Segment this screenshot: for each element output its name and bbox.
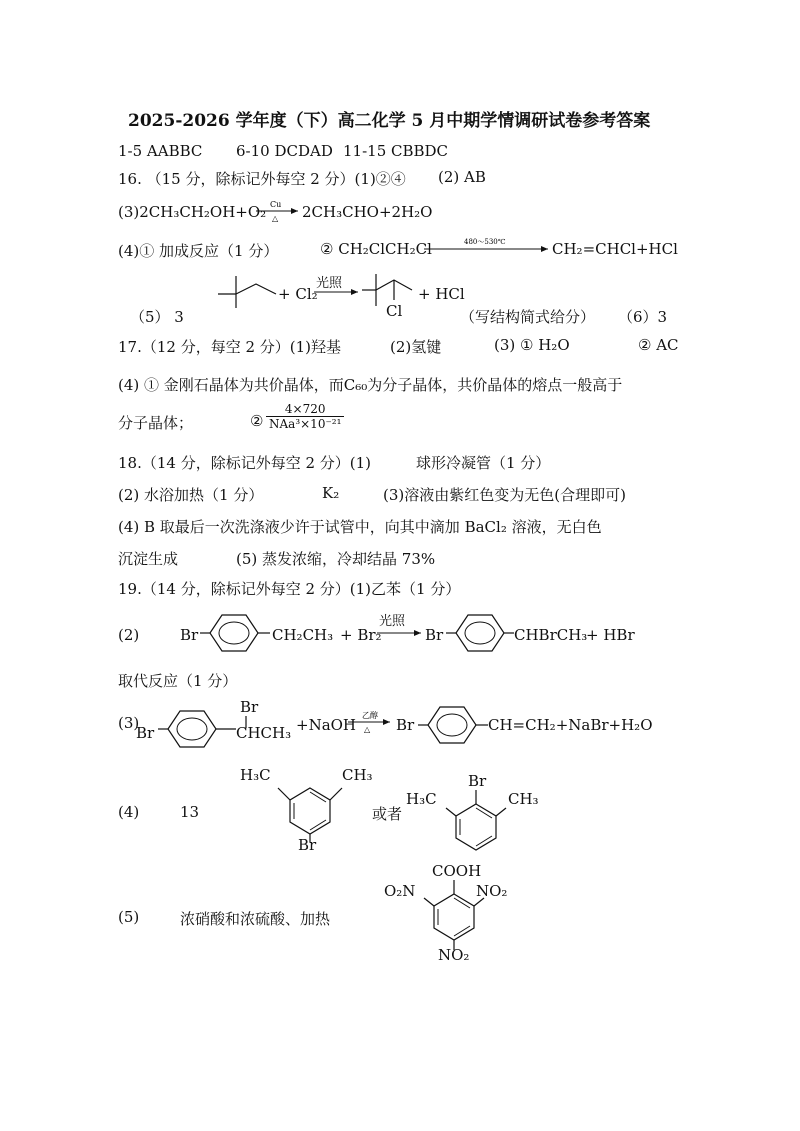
svg-text:△: △ [272, 214, 279, 223]
q16-part6: （6）3 [618, 308, 668, 326]
q19-part2-product: CHBrCH₃ [514, 626, 588, 644]
reaction-arrow-q16-4 [424, 236, 552, 256]
q17-header: 17.（12 分，每空 2 分）(1)羟基 [118, 338, 342, 356]
q19-part4-number: 13 [180, 803, 200, 821]
mc-answers-6-10: 6-10 DCDAD [236, 142, 333, 160]
dimethylbromobenzene-ring-b [436, 786, 516, 856]
h3c-label-a: H₃C [240, 766, 271, 784]
q16-part5-reagent: + Cl₂ [278, 285, 318, 303]
no2-label-bottom: NO₂ [438, 946, 470, 964]
q16-part2: (2) AB [438, 168, 486, 186]
q19-part3-reagent: +NaOH [296, 716, 357, 734]
q16-part4-products: CH₂=CHCl+HCl [552, 240, 678, 258]
q18-part4-line2: 沉淀生成 [118, 550, 179, 568]
br-label-a: Br [298, 836, 317, 854]
q16-part5-note: （写结构简式给分） [460, 308, 596, 326]
svg-text:△: △ [364, 725, 371, 734]
mc-answers-11-15: 11-15 CBBDC [343, 142, 449, 160]
q19-part2-br: Br [180, 626, 199, 644]
q19-part3-br-top: Br [240, 698, 259, 716]
benzene-ring-q19-2a [200, 612, 280, 654]
q19-part2-hbr: + HBr [586, 626, 635, 644]
reaction-arrow-q16-3 [256, 198, 302, 224]
q16-part4-1: (4)① 加成反应（1 分） [118, 242, 279, 260]
q19-part3-br-product: Br [396, 716, 415, 734]
q19-part5-label: (5) [118, 908, 140, 926]
q17-part4-circle2: ② [250, 412, 264, 430]
q18-part3: (3)溶液由紫红色变为无色(合理即可) [383, 486, 626, 504]
q19-part3-br-left: Br [136, 724, 155, 742]
benzene-ring-q19-3b [418, 704, 498, 746]
q18-part1: 球形冷凝管（1 分） [416, 454, 551, 472]
q16-part3-products: 2CH₃CHO+2H₂O [302, 203, 433, 221]
dimethylbromobenzene-ring-a [270, 776, 350, 842]
q16-header: 16. （15 分，除标记外每空 2 分）(1)②④ [118, 170, 406, 188]
q18-part5: (5) 蒸发浓缩，冷却结晶 73% [236, 550, 436, 568]
br-label-b: Br [468, 772, 487, 790]
q18-part2b: K₂ [322, 484, 340, 502]
cooh-label: COOH [432, 862, 482, 880]
o2n-label: O₂N [384, 882, 416, 900]
q16-part5-label: （5） 3 [130, 308, 184, 326]
q19-part3-product: CH=CH₂+NaBr+H₂O [488, 716, 653, 734]
q19-part2-ethyl: CH₂CH₃ [272, 626, 334, 644]
q17-part4-line1: (4) ① 金刚石晶体为共价晶体，而C₆₀为分子晶体，共价晶体的熔点一般高于 [118, 376, 623, 394]
trinitrobenzoic-acid-ring [414, 878, 494, 950]
ch3-label-a: CH₃ [342, 766, 373, 784]
q16-part3-equation: (3)2CH₃CH₂OH+O₂ [118, 203, 267, 221]
q16-part4-2: ② CH₂ClCH₂Cl [320, 240, 432, 258]
reaction-arrow-q19-3 [348, 708, 394, 734]
q19-part2-reagent: + Br₂ [340, 626, 382, 644]
svg-text:乙醇: 乙醇 [362, 711, 378, 720]
q19-part5-text: 浓硝酸和浓硫酸、加热 [180, 910, 331, 928]
fraction-numerator: 4×720 [266, 402, 344, 417]
svg-text:Cu: Cu [270, 200, 282, 209]
page-title: 2025-2026 学年度（下）高二化学 5 月中期学情调研试卷参考答案 [128, 111, 651, 131]
q16-part5-cl: Cl [386, 302, 403, 320]
q17-part4-line2: 分子晶体； [118, 414, 194, 432]
svg-text:480～530℃: 480～530℃ [464, 238, 506, 246]
q19-part3-label: (3) [118, 714, 140, 732]
q16-part5-condition: 光照 [316, 276, 343, 291]
ch3-label-b: CH₃ [508, 790, 539, 808]
q17-density-fraction [266, 402, 344, 431]
q19-part2-condition: 光照 [379, 614, 406, 629]
q19-part2-br-product: Br [425, 626, 444, 644]
q17-part3: (3) ① H₂O [494, 336, 570, 354]
fraction-denominator: NAa³×10⁻²¹ [269, 417, 342, 431]
mc-answers-1-5: 1-5 AABBC [118, 142, 203, 160]
q19-part4-or: 或者 [372, 805, 403, 823]
q19-part2-label: (2) [118, 626, 140, 644]
q18-part2: (2) 水浴加热（1 分） [118, 486, 264, 504]
benzene-ring-q19-3a [158, 708, 248, 750]
h3c-label-b: H₃C [406, 790, 437, 808]
q17-part2: (2)氢键 [390, 338, 442, 356]
q18-part4: (4) B 取最后一次洗涤液少许于试管中，向其中滴加 BaCl₂ 溶液，无白色 [118, 518, 602, 536]
q19-part4-label: (4) [118, 803, 140, 821]
q17-part3b: ② AC [638, 336, 679, 354]
q16-part5-hcl: + HCl [418, 285, 465, 303]
q18-header: 18.（14 分，除标记外每空 2 分）(1) [118, 454, 372, 472]
q19-header: 19.（14 分，除标记外每空 2 分）(1)乙苯（1 分） [118, 580, 461, 598]
q19-part2-type: 取代反应（1 分） [118, 672, 238, 690]
no2-label-right: NO₂ [476, 882, 508, 900]
q19-part3-reactant-chain: CHCH₃ [236, 724, 292, 742]
